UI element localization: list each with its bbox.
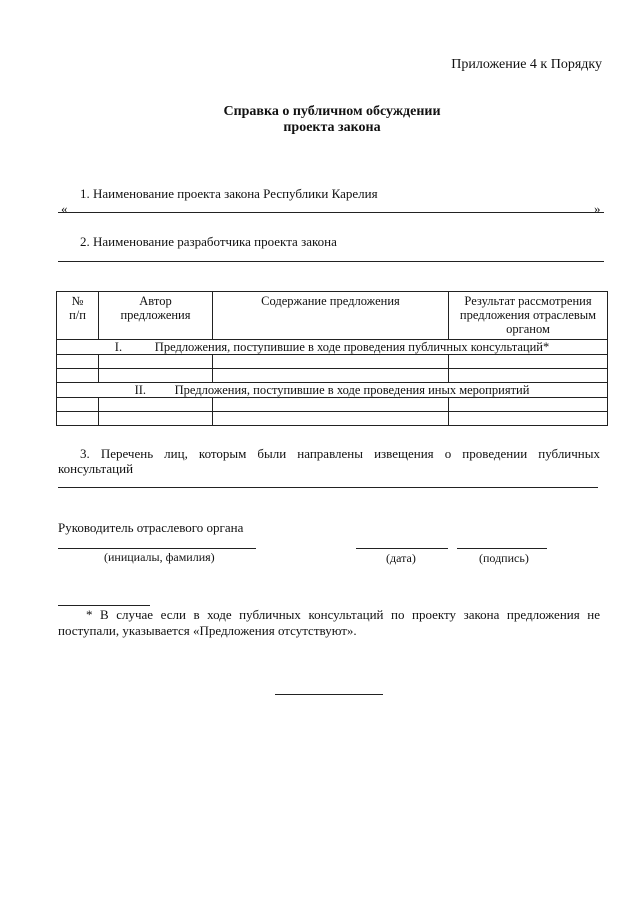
table-row xyxy=(57,412,608,426)
table-row xyxy=(57,398,608,412)
table-header-row xyxy=(57,292,608,340)
col-header-result: Результат рассмотрения предложения отраслевым органом xyxy=(449,292,608,340)
proposals-table xyxy=(56,291,608,426)
section-title: Предложения, поступившие в ходе проведения иных мероприятий xyxy=(174,383,530,397)
quote-close: » xyxy=(594,201,601,216)
item2-label: 2. Наименование разработчика проекта закона xyxy=(80,234,337,249)
col-header-content: Содержание предложения xyxy=(213,292,449,340)
sign-line xyxy=(457,548,547,549)
sign-caption: (подпись) xyxy=(479,551,529,565)
item3-text: 3. Перечень лиц, которым были направлены извещения о проведении публичных консультаций xyxy=(58,446,600,476)
table-row xyxy=(57,355,608,369)
date-caption: (дата) xyxy=(386,551,416,565)
table-row xyxy=(57,369,608,383)
section-number: I. xyxy=(114,340,123,354)
item1-underline xyxy=(58,212,604,213)
section-title: Предложения, поступившие в ходе проведения публичных консультаций* xyxy=(154,340,550,354)
footnote-separator xyxy=(58,605,150,606)
signature-title: Руководитель отраслевого органа xyxy=(58,520,244,535)
section-row-2 xyxy=(57,383,608,398)
initials-caption: (инициалы, фамилия) xyxy=(104,550,215,564)
item2-underline xyxy=(58,261,604,262)
document-title: Справка о публичном обсуждении xyxy=(223,104,441,119)
initials-line xyxy=(58,548,256,549)
col-header-author: Автор предложения xyxy=(99,292,213,340)
col-header-number: № п/п xyxy=(57,292,99,340)
section-row-1 xyxy=(57,340,608,355)
end-line xyxy=(275,694,383,695)
quote-open: « xyxy=(61,201,68,216)
item3-underline xyxy=(58,487,598,488)
footnote-text: * В случае если в ходе публичных консультаций по проекту закона предложения не поступали, указывается «Предложения отсутствуют». xyxy=(58,607,600,638)
item1-label: 1. Наименование проекта закона Республики Карелия xyxy=(80,186,378,201)
section-number: II. xyxy=(134,383,147,397)
document-subtitle: проекта закона xyxy=(283,120,381,135)
date-line xyxy=(356,548,448,549)
appendix-label: Приложение 4 к Порядку xyxy=(451,57,602,72)
